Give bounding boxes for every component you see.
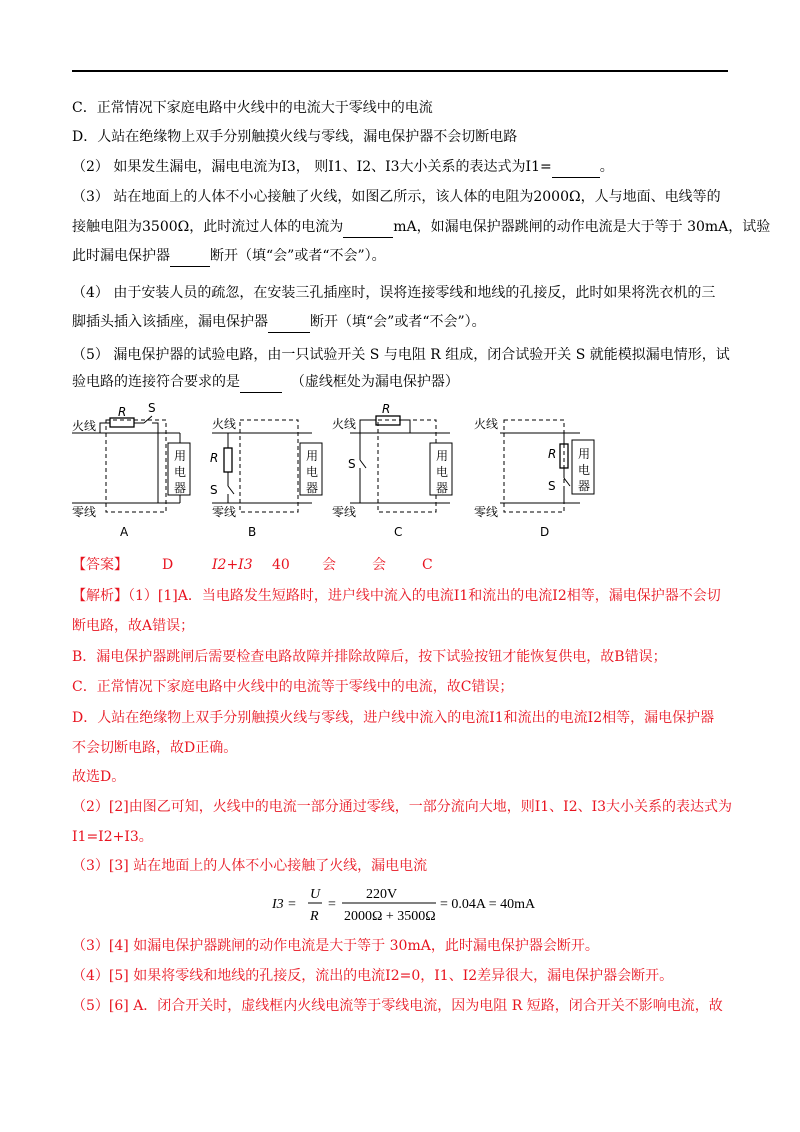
switch-label: S [548, 479, 556, 493]
formula-result: = 0.04A = 40mA [440, 897, 536, 912]
analysis-line: 断电路，故A错误； [72, 618, 195, 634]
device-label: 电 [174, 465, 187, 479]
answer-item: C [422, 557, 433, 573]
live-wire-label: 火线 [474, 417, 499, 431]
device-label: 器 [578, 479, 591, 493]
switch-label: S [210, 483, 218, 497]
analysis-line: C．正常情况下家庭电路中火线中的电流等于零线中的电流，故C错误； [72, 679, 514, 695]
device-label: 器 [306, 481, 319, 495]
answer-item: D [162, 557, 174, 573]
neutral-wire-label: 零线 [72, 505, 97, 519]
answer-tag: 【答案】 [72, 557, 128, 573]
resistor-label: R [382, 402, 391, 416]
answer-item: 会 [322, 557, 336, 573]
device-label: 用 [306, 449, 319, 463]
formula-u: U [310, 887, 321, 902]
switch-label: S [148, 401, 156, 415]
device-label: 电 [578, 463, 591, 477]
resistor-label: R [548, 447, 557, 461]
live-wire-label: 火线 [332, 417, 357, 431]
diagram-label-c: C [394, 525, 403, 539]
question-2 [72, 157, 732, 178]
formula-r: R [310, 909, 319, 924]
analysis-line: D．人站在绝缘物上双手分别触摸火线与零线，进户线中流入的电流I1和流出的电流I2相等，漏电保护器 [72, 710, 715, 726]
answer-blank[interactable] [343, 217, 393, 238]
analysis-line: （5）[6] A．闭合开关时，虚线框内火线电流等于零线电流，因为电阻 R 短路，闭合开关不影响电流，故 [72, 998, 723, 1014]
analysis-line: （3）[4] 如漏电保护器跳闸的动作电流是大于等于 30mA，此时漏电保护器会断开。 [72, 938, 599, 954]
question-5-text: 验电路的连接符合要求的是 [72, 374, 240, 390]
neutral-wire-label: 零线 [212, 505, 237, 519]
formula-numerator: 220V [366, 887, 398, 902]
device-label: 用 [174, 449, 187, 463]
answer-item: I2+I3 [212, 557, 253, 573]
diagram-label-a: A [120, 525, 129, 539]
analysis-line: （2）[2]由图乙可知，火线中的电流一部分通过零线，一部分流向大地，则I1、I2、I3大小关系的表达式为 [72, 799, 733, 815]
question-2-text: （2） 如果发生漏电，漏电电流为I3， 则I1、I2、I3大小关系的表达式为I1= [72, 159, 552, 175]
resistor-label: R [118, 405, 127, 419]
answer-item: 40 [272, 557, 290, 573]
current-formula [270, 880, 570, 926]
neutral-wire-label: 零线 [332, 505, 357, 519]
answer-item: 会 [372, 557, 386, 573]
header-rule [72, 70, 728, 72]
diagram-label-b: B [248, 525, 257, 539]
question-3-line-2 [72, 217, 771, 238]
formula-denominator: 2000Ω + 3500Ω [344, 909, 436, 924]
question-5-line-1: （5） 漏电保护器的试验电路，由一只试验开关 S 与电阻 R 组成，闭合试验开关 S 就能模拟漏电情形，试 [72, 347, 730, 363]
device-label: 器 [436, 481, 449, 495]
analysis-line: 不会切断电路，故D正确。 [72, 740, 238, 756]
answer-row [72, 555, 732, 575]
question-3-line-3 [72, 246, 732, 267]
question-5-line-2 [72, 372, 732, 393]
formula-lhs: I3 = [272, 897, 297, 912]
question-3-text: 接触电阻为3500Ω，此时流过人体的电流为 [72, 219, 344, 235]
question-3-line-1: （3） 站在地面上的人体不小心接触了火线，如图乙所示，该人体的电阻为2000Ω，人与地面、电线等的 [72, 189, 721, 205]
device-label: 器 [174, 481, 187, 495]
question-5-text-end: （虚线框处为漏电保护器） [290, 374, 459, 390]
diagram-label-d: D [540, 525, 550, 539]
analysis-line: I1=I2+I3。 [72, 829, 153, 845]
formula-eq: = [328, 897, 336, 912]
question-4-line-1: （4） 由于安装人员的疏忽，在安装三孔插座时，误将连接零线和地线的孔接反，此时如果将洗衣机的三 [72, 285, 716, 301]
question-3-text: 此时漏电保护器 [72, 248, 170, 264]
answer-blank[interactable] [170, 246, 210, 267]
question-4-text-end: 断开（填“会”或者“不会”）。 [310, 314, 486, 330]
device-label: 用 [436, 449, 449, 463]
circuit-diagrams [60, 398, 620, 548]
option-c: C．正常情况下家庭电路中火线中的电流大于零线中的电流 [72, 100, 433, 116]
analysis-line: B．漏电保护器跳闸后需要检查电路故障并排除故障后，按下试验按钮才能恢复供电，故B错误； [72, 649, 667, 665]
live-wire-label: 火线 [72, 419, 97, 433]
device-label: 用 [578, 447, 591, 461]
question-4-text: 脚插头插入该插座，漏电保护器 [72, 314, 268, 330]
switch-label: S [348, 457, 356, 471]
question-3-text-end: mA，如漏电保护器跳闸的动作电流是大于等于 30mA，试验 [393, 219, 771, 235]
neutral-wire-label: 零线 [474, 505, 499, 519]
device-label: 电 [436, 465, 449, 479]
analysis-line: （3）[3] 站在地面上的人体不小心接触了火线，漏电电流 [72, 858, 428, 874]
resistor-label: R [210, 451, 219, 465]
question-4-line-2 [72, 312, 732, 333]
device-label: 电 [306, 465, 319, 479]
analysis-line: （4）[5] 如果将零线和地线的孔接反，流出的电流I2=0，I1、I2差异很大，漏电保护器会断开。 [72, 968, 674, 984]
live-wire-label: 火线 [212, 417, 237, 431]
answer-blank[interactable] [240, 372, 282, 393]
question-2-end: 。 [599, 159, 614, 175]
answer-blank[interactable] [552, 157, 600, 178]
answer-blank[interactable] [268, 312, 310, 333]
analysis-line: 【解析】（1）[1]A．当电路发生短路时，进户线中流入的电流I1和流出的电流I2相等，漏电保护器不会切 [72, 588, 721, 604]
analysis-line: 故选D。 [72, 769, 126, 785]
question-3-text-end: 断开（填“会”或者“不会”）。 [210, 248, 386, 264]
option-d: D．人站在绝缘物上双手分别触摸火线与零线，漏电保护器不会切断电路 [72, 129, 518, 145]
